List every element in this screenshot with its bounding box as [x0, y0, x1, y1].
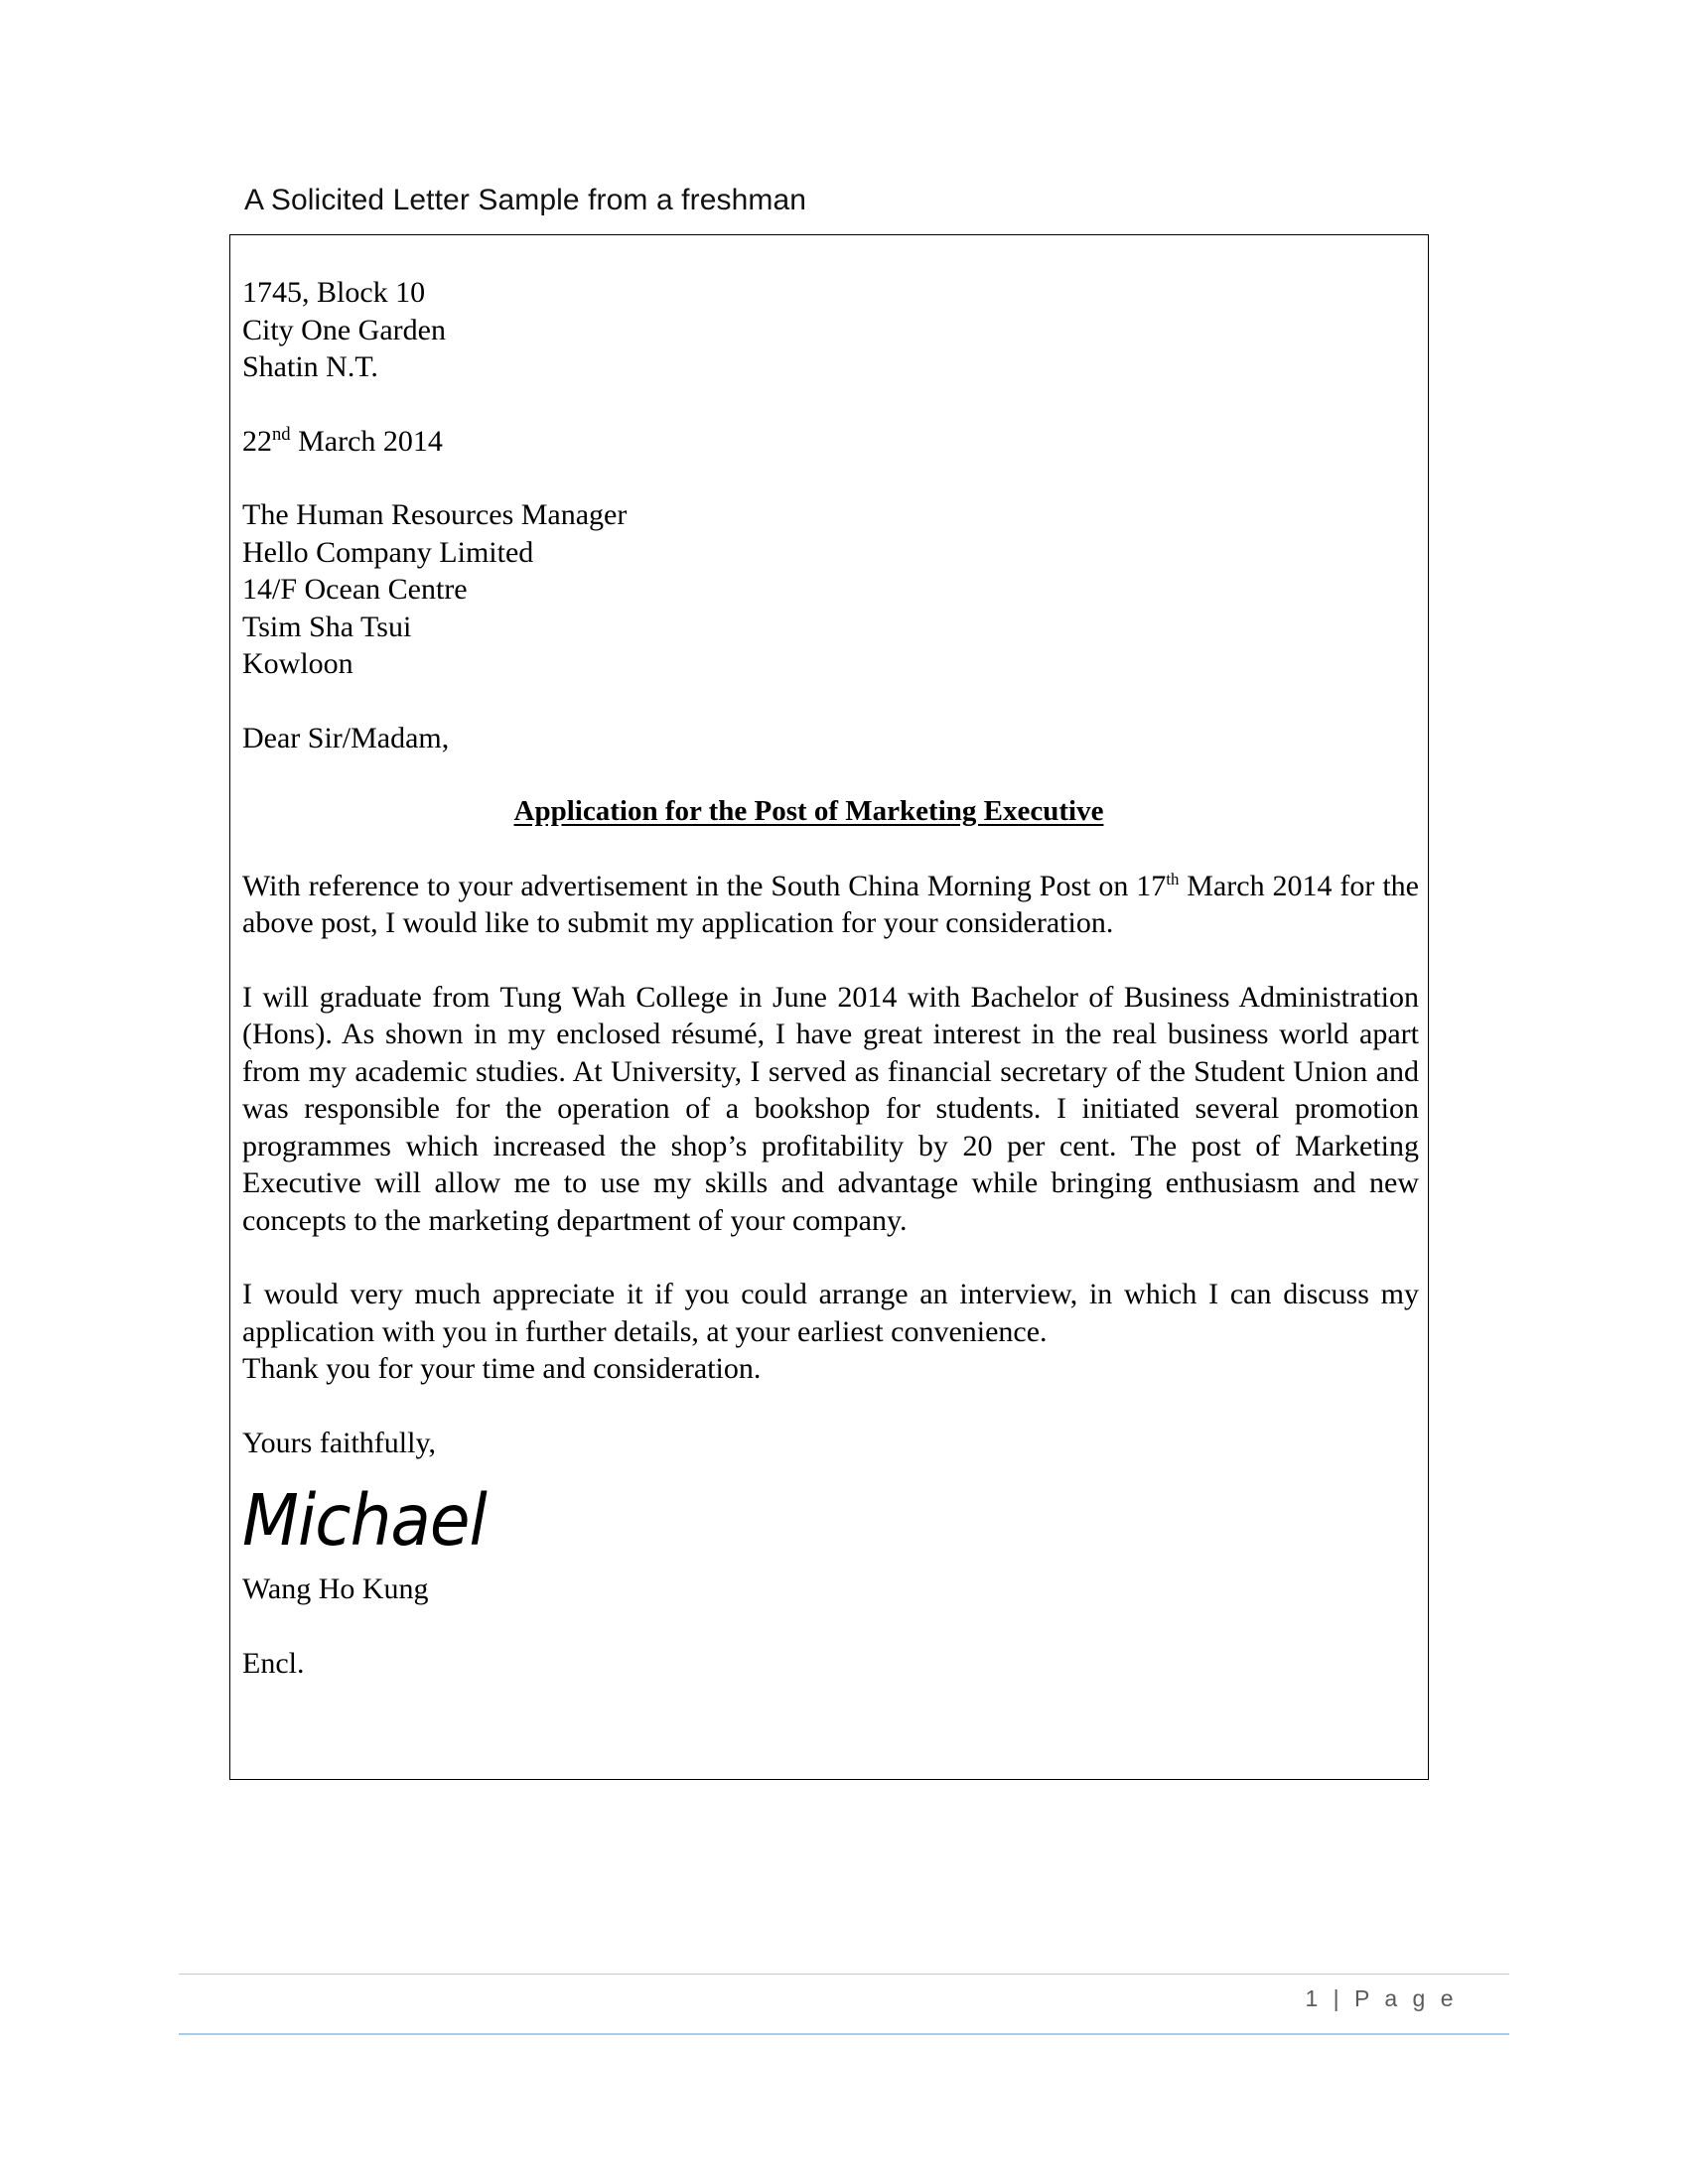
footer-divider-top [179, 1974, 1509, 1975]
recipient-address-line-1: The Human Resources Manager [242, 498, 628, 531]
handwritten-signature: Michael [242, 1479, 487, 1563]
footer-divider-bottom [179, 2033, 1509, 2035]
recipient-address-line-2: Hello Company Limited [242, 535, 534, 569]
body-paragraph-2: I will graduate from Tung Wah College in June 2014 with Bachelor of Business Administration (Hons). As shown in my enclosed résumé, I have great interest in the real business world apart from my academic studies. At University, I served as financial secretary of the Student Union and was responsible for the operation of a bookshop for students. I initiated several promotion programmes which increased the shop’s profitability by 20 per cent. The post of Marketing Executive will allow me to use my skills and advantage while bringing enthusiasm and new concepts to the marketing department of your company. [242, 980, 1419, 1237]
recipient-address-line-5: Kowloon [242, 647, 353, 680]
signer-name: Wang Ho Kung [242, 1572, 429, 1605]
body-paragraph-4: Thank you for your time and consideration. [242, 1352, 762, 1385]
subject-text: Application for the Post of Marketing Executive [513, 795, 1104, 827]
sender-address-line-1: 1745, Block 10 [242, 276, 426, 309]
recipient-address-line-3: 14/F Ocean Centre [242, 573, 468, 606]
paragraph-1-ordinal: th [1166, 869, 1180, 888]
paragraph-1-after: March 2014 for the above post, I would like to submit my application for your consideration. [242, 869, 1419, 939]
page-number-footer: 1 | P a g e [1305, 1985, 1458, 2011]
salutation: Dear Sir/Madam, [242, 721, 450, 754]
date-day: 22 [242, 424, 272, 458]
letter-content [242, 234, 1419, 1682]
enclosure-note: Encl. [242, 1646, 305, 1680]
date-rest: March 2014 [290, 424, 443, 458]
body-paragraph-3: I would very much appreciate it if you could arrange an interview, in which I can discuss my application with you in further details, at your earliest convenience. [242, 1278, 1419, 1348]
page-title: A Solicited Letter Sample from a freshman [244, 184, 807, 216]
recipient-address-block [242, 496, 1419, 683]
body-paragraph-1 [242, 868, 1419, 942]
sender-address-line-2: City One Garden [242, 313, 446, 346]
letter-date [242, 423, 1419, 461]
paragraph-1-before: With reference to your advertisement in the South China Morning Post on 17 [242, 869, 1167, 902]
sender-address-block [242, 274, 1419, 386]
subject-heading [242, 793, 1419, 831]
signature-block [242, 1475, 1419, 1561]
closing-salutation: Yours faithfully, [242, 1426, 437, 1459]
recipient-address-line-4: Tsim Sha Tsui [242, 610, 412, 643]
sender-address-line-3: Shatin N.T. [242, 350, 378, 383]
date-ordinal: nd [272, 423, 291, 445]
